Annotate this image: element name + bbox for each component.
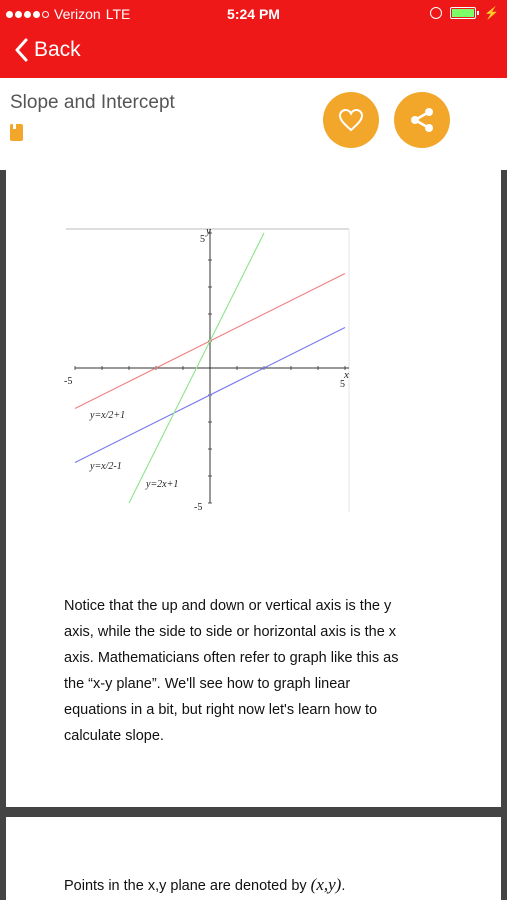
- line-graph: [64, 222, 356, 512]
- lesson-paragraph: [64, 593, 459, 749]
- back-button[interactable]: [14, 38, 81, 62]
- points-math: (x,y): [310, 875, 342, 894]
- carrier-name: Verizon: [54, 6, 101, 22]
- points-suffix: .: [341, 878, 346, 894]
- red-line-label: y=x/2+1: [90, 410, 126, 421]
- x-axis-label: x: [344, 369, 349, 381]
- share-button[interactable]: [394, 92, 450, 148]
- page-title: Slope and Intercept: [10, 92, 175, 113]
- points-paragraph: [64, 875, 345, 895]
- status-right: [430, 6, 499, 20]
- book-icon: [10, 124, 23, 141]
- y-min-label: -5: [194, 502, 203, 512]
- heart-icon: [338, 108, 364, 132]
- content-card-2: [6, 817, 501, 907]
- content-card: [6, 170, 501, 807]
- chevron-left-icon: [14, 38, 28, 62]
- y-axis-label: y: [206, 225, 211, 237]
- network-type: LTE: [105, 6, 131, 22]
- paragraph-line: calculate slope.: [64, 728, 164, 744]
- paragraph-line: axis, while the side to side or horizontal axis is the x: [64, 624, 397, 640]
- paragraph-line: Notice that the up and down or vertical axis is the y: [64, 598, 392, 614]
- status-bar: [0, 0, 507, 28]
- status-time: 5:24 PM: [227, 6, 280, 22]
- paragraph-line: axis. Mathematicians often refer to graph like this as: [64, 650, 399, 666]
- orientation-lock-icon: [430, 7, 442, 19]
- blue-line-label: y=x/2-1: [90, 461, 122, 472]
- favorite-button[interactable]: [323, 92, 379, 148]
- nav-bar: [0, 28, 507, 78]
- back-label: Back: [34, 38, 81, 61]
- paragraph-line: the “x-y plane”. We'll see how to graph linear: [64, 676, 351, 692]
- x-min-label: -5: [64, 376, 73, 387]
- x-max-label: 5: [340, 379, 345, 390]
- charging-icon: ⚡: [484, 6, 499, 20]
- y-max-label: 5: [200, 234, 205, 245]
- lesson-header: [0, 78, 507, 170]
- share-icon: [408, 106, 436, 134]
- battery-icon: [450, 7, 476, 19]
- paragraph-line: equations in a bit, but right now let's learn how to: [64, 702, 378, 718]
- points-text: Points in the x,y plane are denoted by: [64, 878, 307, 894]
- green-line-label: y=2x+1: [146, 479, 179, 490]
